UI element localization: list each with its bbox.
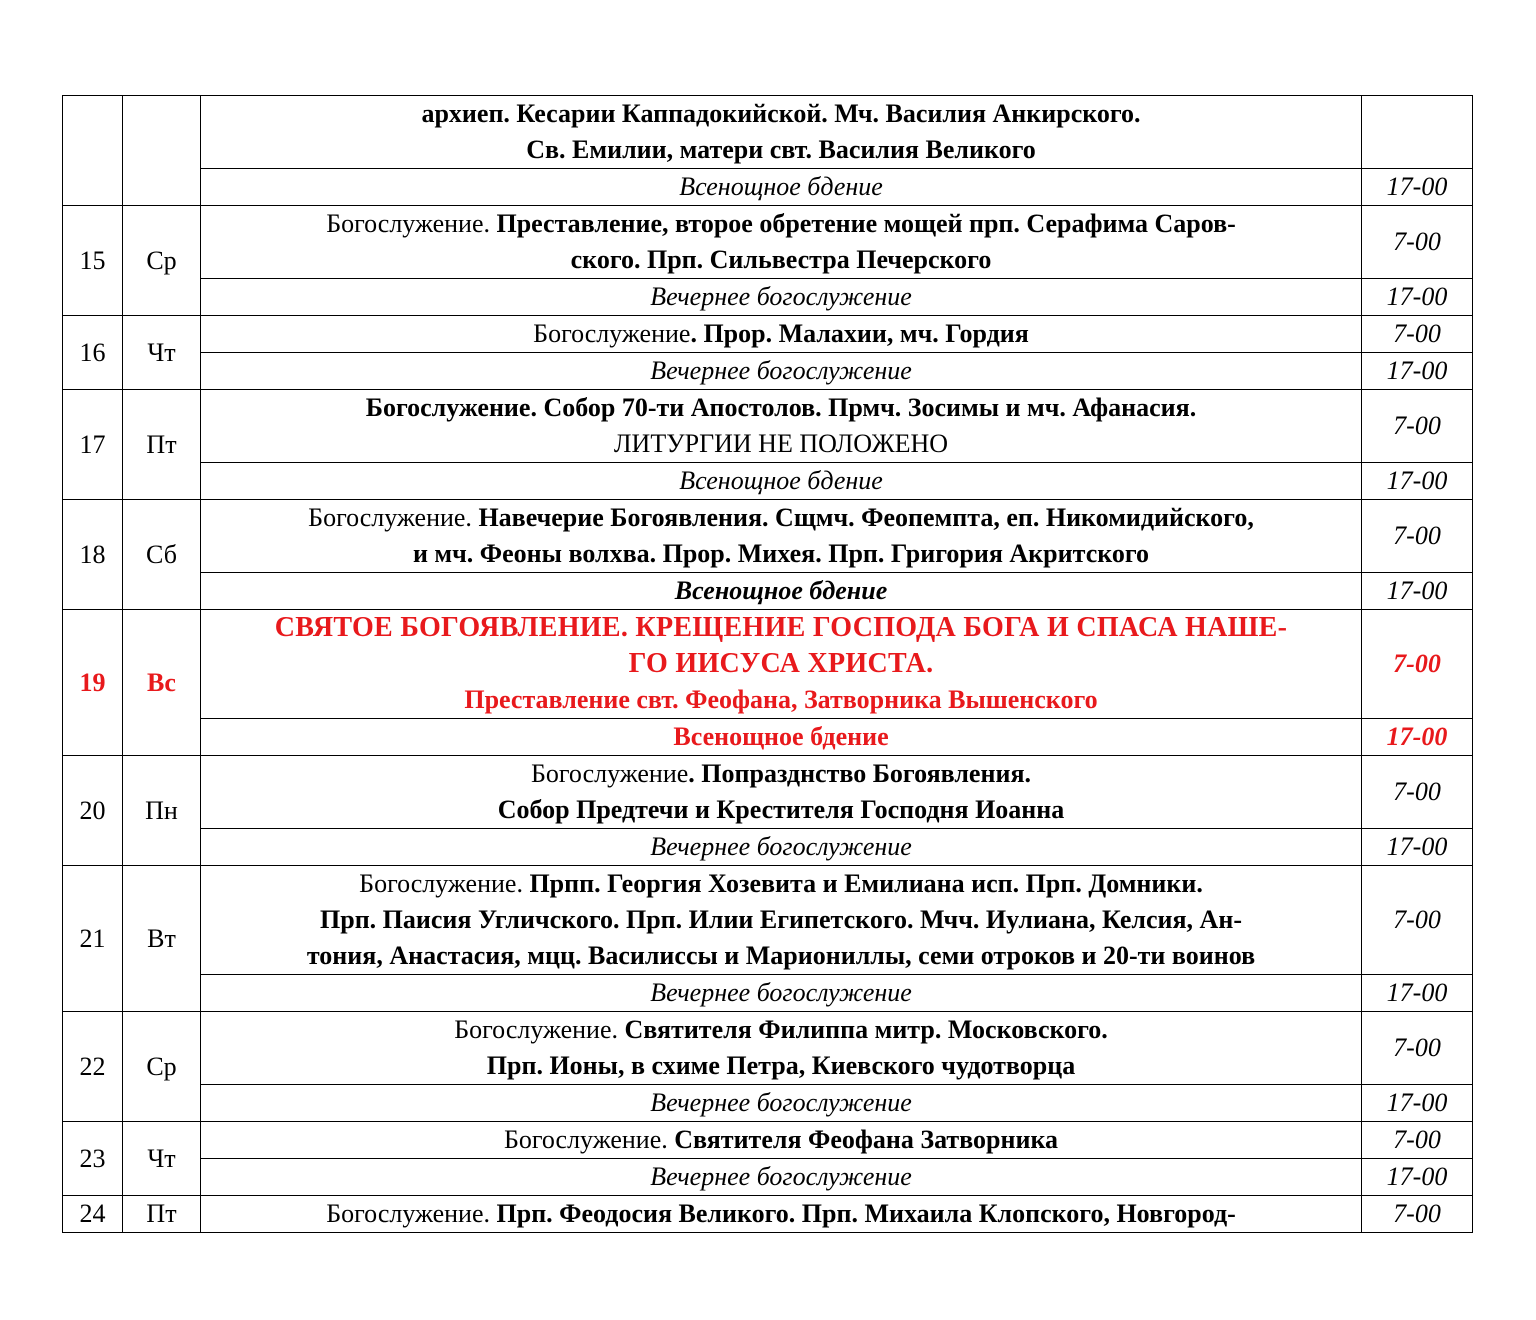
service-description (201, 96, 1362, 169)
feast-title: Святителя Феофана Затворника (674, 1125, 1059, 1154)
weekday: Ср (123, 206, 201, 316)
evening-service-row (63, 169, 1473, 206)
feast-title: ского. Прп. Сильвестра Печерского (570, 245, 992, 274)
liturgy-note: ЛИТУРГИИ НЕ ПОЛОЖЕНО (613, 429, 949, 458)
evening-time: 17-00 (1362, 719, 1473, 756)
schedule-row (63, 1122, 1473, 1159)
feast-title: Прп. Феодосия Великого. Прп. Михаила Клопского, Новгород- (496, 1199, 1236, 1228)
evening-service-label: Вечернее богослужение (201, 975, 1362, 1012)
schedule-row (63, 1196, 1473, 1233)
day-number: 23 (63, 1122, 123, 1196)
schedule-row (63, 866, 1473, 975)
evening-service-row (63, 279, 1473, 316)
day-number: 19 (63, 610, 123, 756)
evening-time: 17-00 (1362, 279, 1473, 316)
description-line: архиеп. Кесарии Каппадокийской. Мч. Василия Анкирского. (421, 99, 1141, 128)
service-description (201, 866, 1362, 975)
morning-time: 7-00 (1362, 316, 1473, 353)
evening-service-label: Вечернее богослужение (201, 279, 1362, 316)
evening-service-label: Вечернее богослужение (201, 1085, 1362, 1122)
evening-service-row (63, 353, 1473, 390)
day-number: 24 (63, 1196, 123, 1233)
morning-time: 7-00 (1362, 500, 1473, 573)
evening-service-row (63, 1159, 1473, 1196)
service-prefix: Богослужение. (308, 503, 479, 532)
evening-time: 17-00 (1362, 975, 1473, 1012)
schedule-table (62, 95, 1473, 1233)
description-line: Св. Емилии, матери свт. Василия Великого (526, 135, 1036, 164)
service-description (201, 1196, 1362, 1233)
day-number: 22 (63, 1012, 123, 1122)
evening-service-label: Всенощное бдение (201, 573, 1362, 610)
morning-time: 7-00 (1362, 866, 1473, 975)
evening-time: 17-00 (1362, 353, 1473, 390)
service-prefix: Богослужение. (454, 1015, 625, 1044)
feast-title: . Попразднство Богоявления. (688, 759, 1032, 788)
evening-service-label: Вечернее богослужение (201, 829, 1362, 866)
morning-time: 7-00 (1362, 756, 1473, 829)
evening-service-label: Всенощное бдение (201, 169, 1362, 206)
day-number: 20 (63, 756, 123, 866)
schedule-row-continued (63, 96, 1473, 169)
feast-title: . Прор. Малахии, мч. Гордия (690, 319, 1029, 348)
weekday: Пт (123, 390, 201, 500)
schedule-row (63, 500, 1473, 573)
day-number: 18 (63, 500, 123, 610)
schedule-row (63, 756, 1473, 829)
feast-title: Прп. Ионы, в схиме Петра, Киевского чудотворца (486, 1051, 1076, 1080)
evening-service-row (63, 975, 1473, 1012)
weekday: Вт (123, 866, 201, 1012)
morning-time: 7-00 (1362, 206, 1473, 279)
service-description (201, 500, 1362, 573)
schedule-row (63, 390, 1473, 463)
weekday: Ср (123, 1012, 201, 1122)
morning-time: 7-00 (1362, 1122, 1473, 1159)
schedule-row (63, 1012, 1473, 1085)
morning-time: 7-00 (1362, 610, 1473, 719)
morning-time: 7-00 (1362, 1012, 1473, 1085)
service-prefix: Богослужение. (359, 869, 530, 898)
evening-service-row (63, 829, 1473, 866)
weekday: Сб (123, 500, 201, 610)
schedule-row (63, 206, 1473, 279)
service-description (201, 390, 1362, 463)
service-prefix: Богослужение (533, 319, 691, 348)
evening-service-row (63, 573, 1473, 610)
weekday-cell (123, 96, 201, 206)
evening-time: 17-00 (1362, 573, 1473, 610)
day-number: 16 (63, 316, 123, 390)
feast-title: тония, Анастасия, мцц. Василиссы и Мариониллы, семи отроков и 20-ти воинов (306, 941, 1256, 970)
service-description (201, 1122, 1362, 1159)
service-description (201, 756, 1362, 829)
feast-title: Прп. Паисия Угличского. Прп. Илии Египетского. Мчч. Иулиана, Келсия, Ан- (320, 905, 1242, 934)
evening-service-label: Вечернее богослужение (201, 353, 1362, 390)
schedule-row-feast (63, 610, 1473, 719)
evening-service-label: Вечернее богослужение (201, 1159, 1362, 1196)
service-prefix: Богослужение. (326, 1199, 497, 1228)
feast-title: Прпп. Георгия Хозевита и Емилиана исп. Прп. Домники. (529, 869, 1203, 898)
feast-title: Навечерие Богоявления. Сщмч. Феопемпта, еп. Никомидийского, (478, 503, 1254, 532)
service-prefix: Богослужение. (326, 209, 497, 238)
feast-title: ГО ИИСУСА ХРИСТА. (628, 648, 934, 679)
service-prefix: Богослужение (530, 759, 689, 788)
weekday: Чт (123, 1122, 201, 1196)
evening-time: 17-00 (1362, 829, 1473, 866)
evening-service-row (63, 719, 1473, 756)
evening-time: 17-00 (1362, 1085, 1473, 1122)
feast-title: СВЯТОЕ БОГОЯВЛЕНИЕ. КРЕЩЕНИЕ ГОСПОДА БОГА И СПАСА НАШЕ- (274, 612, 1288, 643)
weekday: Пт (123, 1196, 201, 1233)
time-cell (1362, 96, 1473, 169)
weekday: Пн (123, 756, 201, 866)
weekday: Чт (123, 316, 201, 390)
weekday: Вс (123, 610, 201, 756)
service-description (201, 316, 1362, 353)
evening-time: 17-00 (1362, 463, 1473, 500)
feast-title: Святителя Филиппа митр. Московского. (624, 1015, 1108, 1044)
feast-subtitle: Преставление свт. Феофана, Затворника Вышенского (464, 685, 1098, 714)
evening-time: 17-00 (1362, 169, 1473, 206)
day-number: 21 (63, 866, 123, 1012)
feast-title: и мч. Феоны волхва. Прор. Михея. Прп. Григория Акритского (412, 539, 1150, 568)
feast-title: Собор Предтечи и Крестителя Господня Иоанна (497, 795, 1065, 824)
morning-time: 7-00 (1362, 390, 1473, 463)
service-description (201, 610, 1362, 719)
evening-service-label: Всенощное бдение (201, 719, 1362, 756)
evening-service-row (63, 1085, 1473, 1122)
service-description (201, 1012, 1362, 1085)
morning-time: 7-00 (1362, 1196, 1473, 1233)
service-prefix: Богослужение. (503, 1125, 675, 1154)
feast-title: Преставление, второе обретение мощей прп. Серафима Саров- (496, 209, 1236, 238)
evening-time: 17-00 (1362, 1159, 1473, 1196)
day-cell (63, 96, 123, 206)
evening-service-row (63, 463, 1473, 500)
schedule-row (63, 316, 1473, 353)
service-description (201, 206, 1362, 279)
day-number: 15 (63, 206, 123, 316)
evening-service-label: Всенощное бдение (201, 463, 1362, 500)
feast-title: Богослужение. Собор 70-ти Апостолов. Прмч. Зосимы и мч. Афанасия. (365, 393, 1197, 422)
day-number: 17 (63, 390, 123, 500)
